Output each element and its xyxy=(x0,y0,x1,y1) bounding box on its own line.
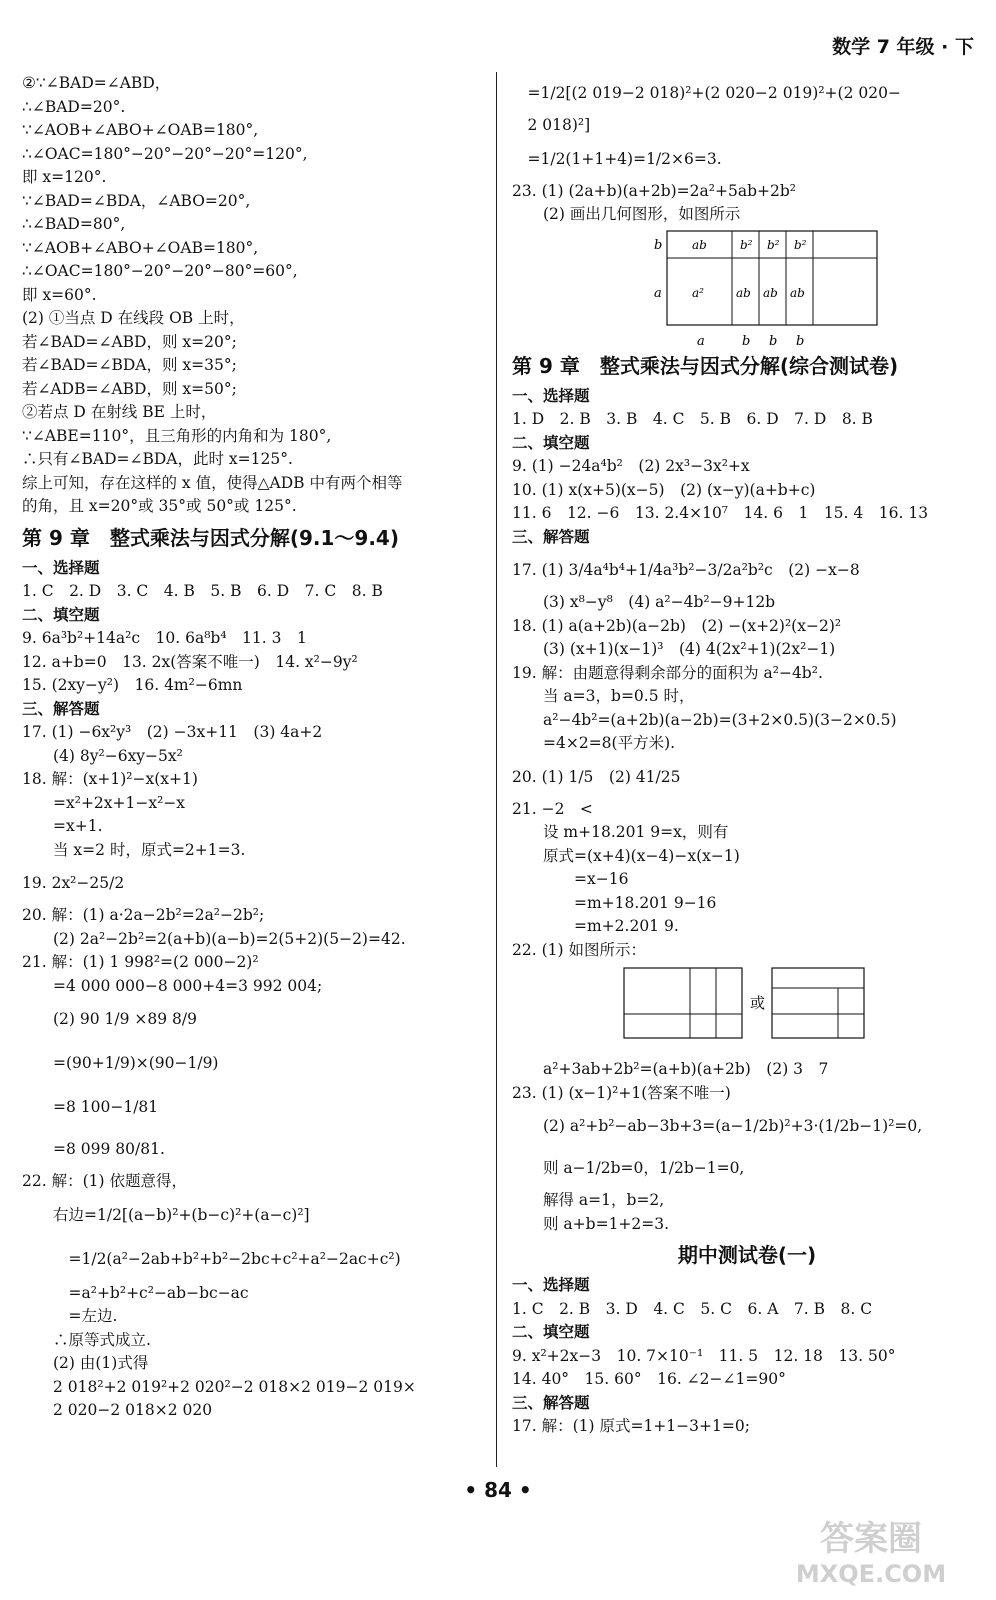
page-number: • 84 • xyxy=(464,1478,532,1502)
answer-line: a²−4b²=(a+2b)(a−2b)=(3+2×0.5)(3−2×0.5) xyxy=(512,710,897,729)
answer-line: =4 000 000−8 000+4=3 992 004; xyxy=(22,976,323,995)
answer-line: 若∠BAD=∠ABD，则 x=20°; xyxy=(22,332,237,351)
figure-22-rectangles xyxy=(512,962,982,1058)
answer-line: ∵∠ABE=110°，且三角形的内角和为 180°, xyxy=(22,426,332,445)
answer-line: =左边. xyxy=(22,1307,118,1325)
answer-line: 9. 6a³b²+14a²c 10. 6a⁸b⁴ 11. 3 1 xyxy=(22,629,307,647)
answer-line: 15. (2xy−y²) 16. 4m²−6mn xyxy=(22,676,243,694)
answer-line: 则 a+b=1+2=3. xyxy=(512,1214,670,1233)
answer-line: ②若点 D 在射线 BE 上时， xyxy=(22,403,217,421)
answer-line: 17. 解：(1) 原式=1+1−3+1=0; xyxy=(512,1417,750,1435)
answer-line: 三、解答题 xyxy=(512,527,590,546)
answer-line: 则 a−1/2b=0，1/2b−1=0, xyxy=(512,1159,745,1177)
cell-bottom: a² xyxy=(692,285,704,300)
answer-line: 19. 解：由题意得剩余部分的面积为 a²−4b². xyxy=(512,663,823,682)
answer-line: 2 018²+2 019²+2 020²−2 018×2 019−2 019× xyxy=(22,1377,416,1396)
figure-23-grid xyxy=(512,227,982,347)
answer-line: (2) 画出几何图形，如图所示 xyxy=(512,205,741,223)
cell-bottom: ab xyxy=(790,285,805,300)
cell-top: b² xyxy=(767,237,780,252)
answer-line: ∵∠AOB+∠ABO+∠OAB=180°, xyxy=(22,238,259,257)
answer-line: 11. 6 12. −6 13. 2.4×10⁷ 14. 6 1 15. 4 16. 13 xyxy=(512,504,929,522)
figure-23-svg xyxy=(512,227,982,347)
answer-line: 22. 解：(1) 依题意得， xyxy=(22,1172,187,1190)
answer-line: 若∠BAD=∠BDA，则 x=35°; xyxy=(22,356,237,374)
chapter-9-1-answers xyxy=(22,557,484,1423)
chapter-title-9-1: 第 9 章 整式乘法与因式分解(9.1～9.4) xyxy=(22,525,399,550)
answer-line: 二、填空题 xyxy=(512,433,590,452)
col-label: b xyxy=(769,333,778,347)
col-label: a xyxy=(697,333,705,347)
watermark-bottom: MXQE.COM xyxy=(795,1560,947,1588)
answer-line: (2) 由(1)式得 xyxy=(22,1354,149,1372)
answer-line: =x²+2x+1−x²−x xyxy=(22,793,186,812)
row-label-top: b xyxy=(654,237,663,253)
answer-line: 1. D 2. B 3. B 4. C 5. B 6. D 7. D 8. B xyxy=(512,410,873,428)
watermark-top: 答案圈 xyxy=(820,1519,922,1559)
answer-line: =1/2[(2 019−2 018)²+(2 020−2 019)²+(2 020− xyxy=(512,84,901,102)
answer-line: 10. (1) x(x+5)(x−5) (2) (x−y)(a+b+c) xyxy=(512,480,816,499)
right-after-figure-block xyxy=(512,1058,982,1236)
watermark-logo xyxy=(766,1510,976,1590)
answer-line: 原式=(x+4)(x−4)−x(x−1) xyxy=(512,846,740,865)
cell-bottom: ab xyxy=(763,285,778,300)
answer-line: =m+2.201 9. xyxy=(512,917,679,935)
answer-line: =x−16 xyxy=(512,870,629,888)
answer-line: 23. (1) (x−1)²+1(答案不唯一) xyxy=(512,1083,731,1102)
answer-line: =x+1. xyxy=(22,817,103,835)
answer-line: =1/2(a²−2ab+b²+b²−2bc+c²+a²−2ac+c²) xyxy=(22,1249,401,1268)
rect-left xyxy=(624,968,742,1038)
answer-line: 1. C 2. B 3. D 4. C 5. C 6. A 7. B 8. C xyxy=(512,1299,873,1318)
answer-line: ∴∠OAC=180°−20°−20°−20°=120°, xyxy=(22,144,308,163)
col-label: b xyxy=(742,333,751,347)
answer-line: ∴只有∠BAD=∠BDA，此时 x=125°. xyxy=(22,450,293,468)
answer-line: 12. a+b=0 13. 2x(答案不唯一) 14. x²−9y² xyxy=(22,652,358,671)
answer-line: 当 x=2 时，原式=2+1=3. xyxy=(22,840,246,859)
answer-line: 三、解答题 xyxy=(22,699,100,718)
answer-line: =a²+b²+c²−ab−bc−ac xyxy=(22,1283,249,1302)
page-header: 数学 7 年级 · 下 xyxy=(832,36,974,58)
chapter-title-9-review: 第 9 章 整式乘法与因式分解(综合测试卷) xyxy=(512,353,899,378)
midterm-answers xyxy=(512,1274,982,1439)
answer-line: 右边=1/2[(a−b)²+(b−c)²+(a−c)²] xyxy=(22,1205,310,1224)
answer-line: 一、选择题 xyxy=(512,386,590,405)
answer-line: (4) 8y²−6xy−5x² xyxy=(22,746,183,765)
answer-line: 2 018)²] xyxy=(512,116,591,134)
answer-line: 综上可知，存在这样的 x 值，使得△ADB 中有两个相等 xyxy=(22,473,403,492)
cell-top: ab xyxy=(692,237,707,252)
answer-line: ∴原等式成立. xyxy=(22,1330,151,1349)
cell-top: b² xyxy=(740,237,753,252)
answer-line: (3) (x+1)(x−1)³ (4) 4(2x²+1)(2x²−1) xyxy=(512,640,836,658)
left-column xyxy=(22,72,484,1423)
figure-22-svg xyxy=(512,962,982,1058)
answer-line: ∵∠AOB+∠ABO+∠OAB=180°, xyxy=(22,121,259,139)
answer-line: (2) a²+b²−ab−3b+3=(a−1/2b)²+3·(1/2b−1)²=0, xyxy=(512,1117,923,1135)
answer-line: 18. (1) a(a+2b)(a−2b) (2) −(x+2)²(x−2)² xyxy=(512,616,842,635)
chapter-title-midterm: 期中测试卷(一) xyxy=(677,1243,817,1267)
answer-line: 2 020−2 018×2 020 xyxy=(22,1401,213,1419)
answer-line: (2) 90 1/9 ×89 8/9 xyxy=(22,1010,197,1028)
answer-line: =(90+1/9)×(90−1/9) xyxy=(22,1054,219,1072)
answer-line: 14. 40° 15. 60° 16. ∠2−∠1=90° xyxy=(512,1370,786,1388)
cell-top: b² xyxy=(794,237,807,252)
answer-line: (3) x⁸−y⁸ (4) a²−4b²−9+12b xyxy=(512,593,776,611)
answer-line: 二、填空题 xyxy=(22,605,100,624)
answer-line: ②∵∠BAD=∠ABD， xyxy=(22,74,171,92)
answer-line: (2) 2a²−2b²=2(a+b)(a−b)=2(5+2)(5−2)=42. xyxy=(22,929,406,948)
right-column xyxy=(512,72,982,1439)
answer-line: =8 100−1/81 xyxy=(22,1098,159,1116)
answer-line: (2) ①当点 D 在线段 OB 上时， xyxy=(22,309,245,327)
answer-line: 17. (1) 3/4a⁴b⁴+1/4a³b²−3/2a²b²c (2) −x−8 xyxy=(512,561,860,579)
answer-line: 9. (1) −24a⁴b² (2) 2x³−3x²+x xyxy=(512,457,750,475)
answer-line: 23. (1) (2a+b)(a+2b)=2a²+5ab+2b² xyxy=(512,181,796,200)
answer-line: 17. (1) −6x²y³ (2) −3x+11 (3) 4a+2 xyxy=(22,723,323,741)
answer-line: 18. 解：(x+1)²−x(x+1) xyxy=(22,770,198,788)
rect-right xyxy=(772,968,864,1038)
answer-line: 一、选择题 xyxy=(22,558,100,577)
answer-line: 22. (1) 如图所示： xyxy=(512,940,646,959)
answer-line: 解得 a=1，b=2, xyxy=(512,1191,665,1209)
answer-line: a²+3ab+2b²=(a+b)(a+2b) (2) 3 7 xyxy=(512,1060,829,1078)
column-divider xyxy=(496,72,497,1467)
left-intro-block xyxy=(22,72,484,519)
chapter-9-review-answers xyxy=(512,385,982,963)
answer-line: 即 x=60°. xyxy=(22,285,97,304)
answer-line: 20. 解：(1) a·2a−2b²=2a²−2b²; xyxy=(22,906,265,924)
answer-line: 20. (1) 1/5 (2) 41/25 xyxy=(512,767,681,786)
answer-line: =8 099 80/81. xyxy=(22,1140,165,1158)
answer-line: =4×2=8(平方米). xyxy=(512,734,676,752)
answer-line: 二、填空题 xyxy=(512,1323,590,1341)
answer-line: 一、选择题 xyxy=(512,1276,590,1294)
answer-line: 21. −2 < xyxy=(512,799,593,818)
answer-line: =1/2(1+1+4)=1/2×6=3. xyxy=(512,149,722,168)
answer-line: 三、解答题 xyxy=(512,1393,590,1412)
answer-line: 设 m+18.201 9=x，则有 xyxy=(512,823,729,841)
answer-line: 即 x=120°. xyxy=(22,168,107,186)
row-label-bottom: a xyxy=(654,285,662,301)
answer-line: 若∠ADB=∠ABD，则 x=50°; xyxy=(22,379,237,398)
answer-line: 当 a=3，b=0.5 时， xyxy=(512,687,695,705)
answer-line: 1. C 2. D 3. C 4. B 5. B 6. D 7. C 8. B xyxy=(22,582,383,600)
answer-line: ∴∠BAD=20°. xyxy=(22,97,126,116)
answer-line: 的角，且 x=20°或 35°或 50°或 125°. xyxy=(22,497,297,515)
right-top-block xyxy=(512,72,982,227)
col-label: b xyxy=(796,333,805,347)
answer-line: ∵∠BAD=∠BDA，∠ABO=20°, xyxy=(22,191,251,210)
answer-line: 9. x²+2x−3 10. 7×10⁻¹ 11. 5 12. 18 13. 50° xyxy=(512,1346,896,1365)
answer-line: 19. 2x²−25/2 xyxy=(22,874,125,892)
answer-line: 21. 解：(1) 1 998²=(2 000−2)² xyxy=(22,953,259,971)
answer-line: ∴∠OAC=180°−20°−20°−80°=60°, xyxy=(22,262,298,280)
or-label: 或 xyxy=(750,994,766,1012)
answer-line: =m+18.201 9−16 xyxy=(512,893,717,912)
answer-line: ∴∠BAD=80°, xyxy=(22,215,126,233)
cell-bottom: ab xyxy=(736,285,751,300)
